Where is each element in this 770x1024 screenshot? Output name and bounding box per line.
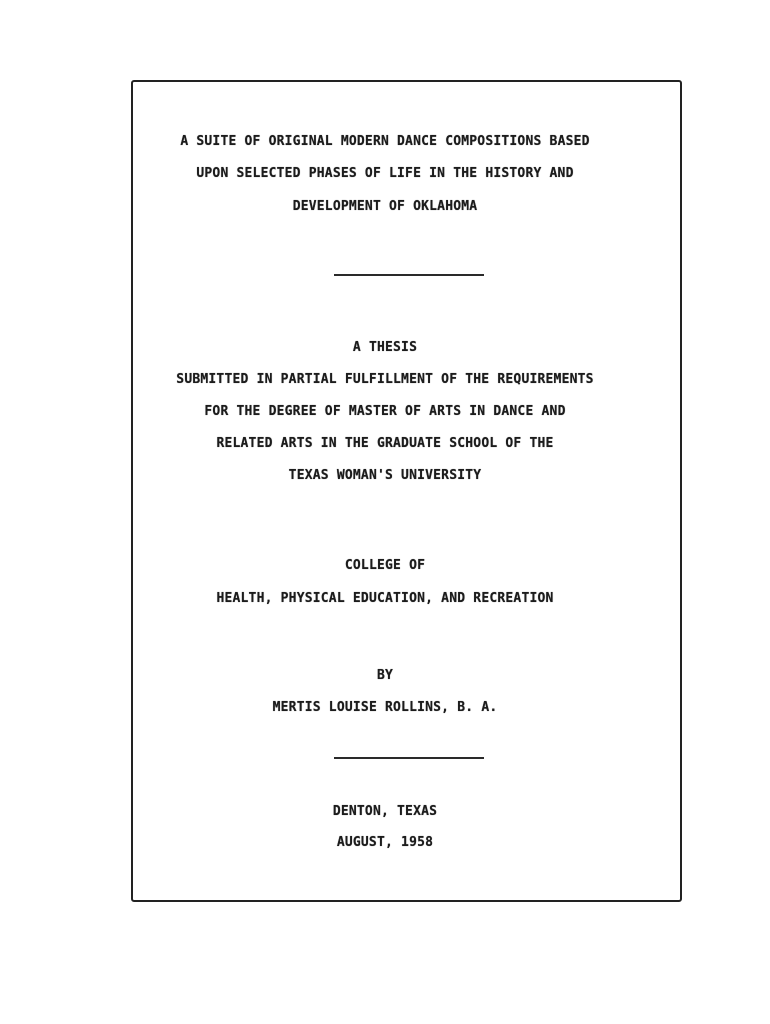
title-line-2: UPON SELECTED PHASES OF LIFE IN THE HISTORY AND xyxy=(196,166,574,181)
thesis-heading: A THESIS xyxy=(352,340,418,355)
thesis-line-3: RELATED ARTS IN THE GRADUATE SCHOOL OF THE xyxy=(216,436,554,451)
thesis-line-4: TEXAS WOMAN'S UNIVERSITY xyxy=(288,468,482,483)
college-line-1: COLLEGE OF xyxy=(344,558,426,573)
thesis-line-2: FOR THE DEGREE OF MASTER OF ARTS IN DANCE AND xyxy=(204,404,566,419)
author-name: MERTIS LOUISE ROLLINS, B. A. xyxy=(272,700,498,715)
thesis-line-1: SUBMITTED IN PARTIAL FULFILLMENT OF THE REQUIREMENTS xyxy=(176,372,594,387)
divider-rule-bottom xyxy=(334,757,484,759)
place-line: DENTON, TEXAS xyxy=(332,804,438,819)
author-by: BY xyxy=(376,668,394,683)
divider-rule-top xyxy=(334,274,484,276)
title-line-1: A SUITE OF ORIGINAL MODERN DANCE COMPOSITIONS BASED xyxy=(180,134,590,149)
title-line-3: DEVELOPMENT OF OKLAHOMA xyxy=(292,199,478,214)
college-line-2: HEALTH, PHYSICAL EDUCATION, AND RECREATION xyxy=(216,591,554,606)
date-line: AUGUST, 1958 xyxy=(336,835,434,850)
